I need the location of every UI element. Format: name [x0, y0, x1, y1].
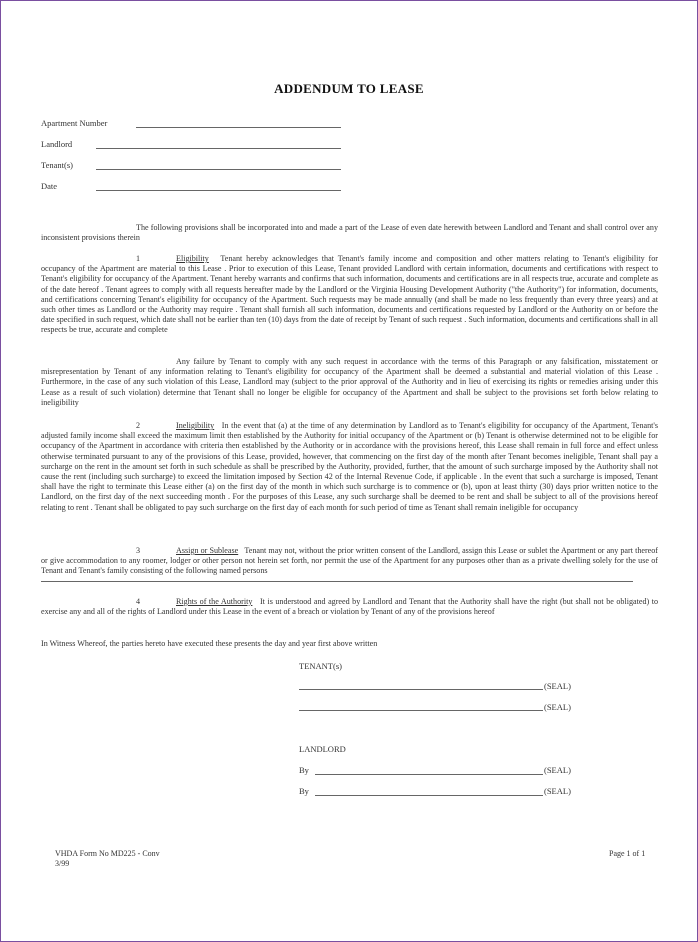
- section-1-text2: Any failure by Tenant to comply with any such request in accordance with the terms of this Paragraph or any falsification, misstatement or misrepresentation by Tenant of any information relating to Tenant's eligibility for occupancy of the Apartment shall be deemed a substantial and material violation of this Lease . Furthermore, in the case of any such violation of this Lease, Landlord may (subject to the prior approval of the Authority and in lieu of exercising its rights or remedies arising under this Lease as a result of such violation) determine that Tenant shall no longer be eligible for occupancy of the Apartment and shall be subject to the provisions set forth below relating to ineligibility: [41, 357, 658, 407]
- landlord-label: Landlord: [41, 139, 73, 149]
- footer-page-number: Page 1 of 1: [609, 849, 646, 858]
- section-1-text: Tenant hereby acknowledges that Tenant's family income and composition and other matters relating to Tenant's eligibility for occupancy of the Apartment are material to this Lease . Prior to execution of this Lease, Tenant provided Landlord with certain information, documents and certifications with respect to Tenant's eligibility for occupancy of the Apartment. Tenant hereby warrants and confirms that such information, documents and certifications are in all respects true, accurate and complete as of the date hereof . Tenant agrees to comply with all requests hereafter made by the Landlord or the Virginia Housing Development Authority ("the Authority") for information, documents, and certifications concerning Tenant's eligibility for occupancy of the Apartment. Such requests may be made annually (and shall be made no less frequently than every three years) and at such other times as Landlord or the Authority may require . Tenant shall furnish all such information, documents and certifications requested by Landlord or the Authority on or before the date specified in such request, which date shall not be earlier than ten (10) days from the date of receipt by Tenant of such request . Such information, documents and certifications shall in all respects be true, accurate and complete: [41, 254, 658, 335]
- section-2-number: 2: [136, 421, 141, 430]
- footer-form: [55, 849, 160, 869]
- section-2-ineligibility: [41, 421, 658, 513]
- section-1-heading: Eligibility: [176, 254, 209, 263]
- section-3-assign: [41, 546, 658, 577]
- section-3-heading: Assign or Sublease: [176, 546, 239, 555]
- section-2-text: In the event that (a) at the time of any determination by Landlord as to Tenant's eligibility for occupancy of the Apartment, Tenant's adjusted family income shall exceed the maximum limit then established by the Authority for initial occupancy of the Apartment or (b) Tenant is otherwise determined not to be eligible for occupancy of the Apartment in accordance with criteria then established by the Authority or in accordance with the provisions hereof, this Lease shall remain in full force and effect unless otherwise terminated pursuant to any of the provisions of this Lease, provided, however, that commencing on the first day of the month after Tenant becomes ineligible, Tenant shall pay a surcharge on the rent in the amount set forth in such schedule as shall be prescribed by the Authority, provided, further, that the amount of such surcharge imposed by the Authority shall not cause the rent (including such surcharge) to exceed the limitation imposed by Section 42 of the Internal Revenue Code, if applicable . In the event that such a surcharge is imposed, Tenant shall have the right to terminate this Lease either (a) on the first day of the month in which such surcharge is to commence or (b), upon at least thirty (30) days prior written notice to the Landlord, on the first day of the next succeeding month . For the purposes of this Lease, any such surcharge shall be deemed to be rent and shall be subject to all of the provisions hereof relating to rent . Tenant shall be obligated to pay such surcharge on the first day of each month for such period of time as Tenant shall remain ineligible for occupancy: [41, 421, 658, 512]
- tenants-label: Tenant(s): [41, 160, 73, 170]
- named-persons-line: [41, 581, 633, 582]
- tenant-signature-line-2: [299, 710, 543, 711]
- document-title: ADDENDUM TO LEASE: [274, 81, 424, 96]
- footer-form-date: 3/99: [55, 859, 70, 868]
- section-1-continuation: [41, 357, 658, 408]
- landlord-seal-2: (SEAL): [544, 786, 571, 796]
- section-2-heading: Ineligibility: [176, 421, 215, 430]
- tenant-seal-2: (SEAL): [544, 702, 571, 712]
- tenant-signature-line-1: [299, 689, 543, 690]
- section-3-text: Tenant may not, without the prior written consent of the Landlord, assign this Lease or sublet the Apartment or any part thereof or give accommodation to any roomer, lodger or other person not herein set forth, nor permit the use of the Apartment for any purposes other than as a private dwelling solely for the use of Tenant and Tenant's family consisting of the following named persons: [41, 546, 658, 576]
- apartment-number-line: [136, 127, 341, 128]
- landlord-by-label-1: By: [299, 765, 309, 775]
- section-4-text: It is understood and agreed by Landlord and Tenant that the Authority shall have the right (but shall not be obligated) to exercise any and all of the rights of Landlord under this Lease in the event of a breach or violation by Tenant of any of the provisions hereof: [41, 597, 659, 617]
- section-1-number: 1: [136, 254, 141, 263]
- date-line: [96, 190, 341, 191]
- section-1-eligibility: [41, 254, 658, 336]
- landlord-by-label-2: By: [299, 786, 309, 796]
- landlord-seal-1: (SEAL): [544, 765, 571, 775]
- intro-text: The following provisions shall be incorporated into and made a part of the Lease of even date herewith between Landlord and Tenant and shall control over any inconsistent provisions therein: [41, 223, 658, 243]
- section-4-number: 4: [136, 597, 141, 606]
- landlord-line: [96, 148, 341, 149]
- section-4-rights: [41, 597, 658, 617]
- intro-paragraph: [41, 223, 658, 243]
- landlord-signature-line-1: [315, 774, 543, 775]
- tenants-line: [96, 169, 341, 170]
- apartment-number-label: Apartment Number: [41, 118, 108, 128]
- tenant-signature-label: TENANT(s): [299, 661, 342, 671]
- tenant-seal-1: (SEAL): [544, 681, 571, 691]
- footer-form-number: VHDA Form No MD225 - Conv: [55, 849, 160, 858]
- landlord-signature-line-2: [315, 795, 543, 796]
- section-4-heading: Rights of the Authority: [176, 597, 253, 606]
- date-label: Date: [41, 181, 58, 191]
- landlord-signature-label: LANDLORD: [299, 744, 346, 754]
- section-3-number: 3: [136, 546, 141, 555]
- witness-paragraph: In Witness Whereof, the parties hereto have executed these presents the day and year first above written: [41, 639, 378, 648]
